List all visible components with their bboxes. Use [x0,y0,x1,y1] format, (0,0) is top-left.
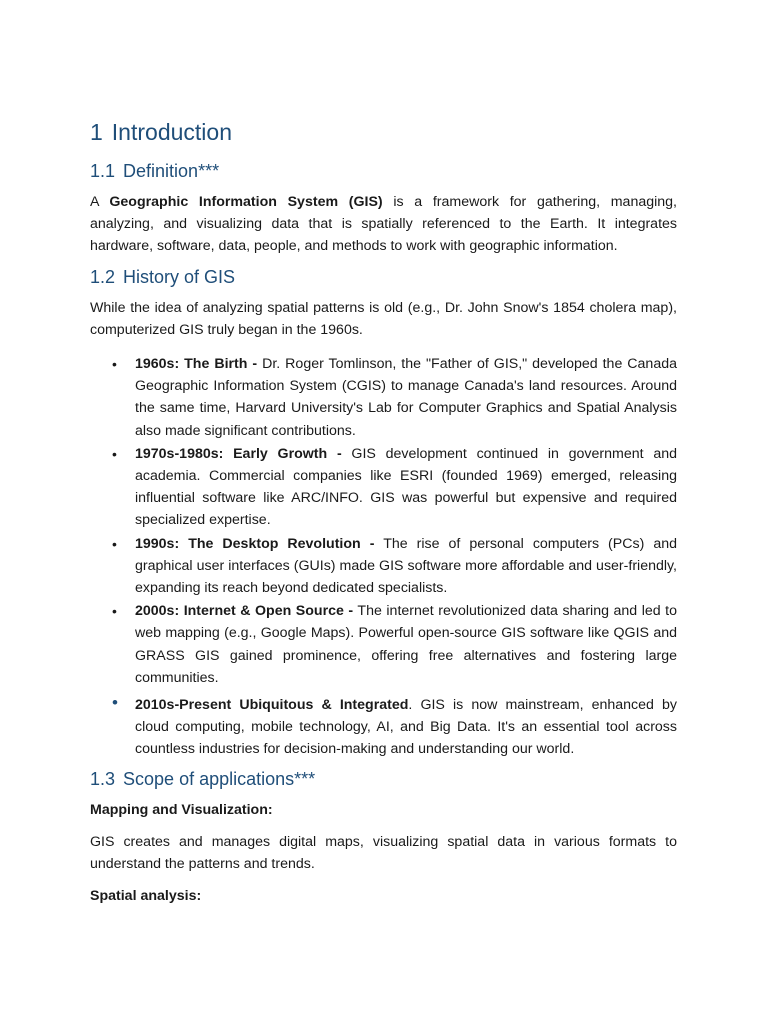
heading-introduction: 1 Introduction [90,119,232,145]
subheading-spatial-analysis: Spatial analysis: [90,887,202,904]
mapping-paragraph: GIS creates and manages digital maps, visualizing spatial data in various formats to understand the patterns and trends. [90,833,677,872]
bullet-icon: • [112,535,117,552]
subheading-mapping: Mapping and Visualization: [90,801,273,818]
history-list [90,353,677,761]
list-item: • 1970s-1980s: Early Growth - GIS development continued in government and academia. Commercial companies like ESRI (founded 1969) emerged, releasing influential software like ARC/INFO. GIS was powerful but expensive and required specialized expertise. [90,443,677,532]
list-item: • 2000s: Internet & Open Source - The internet revolutionized data sharing and led to web mapping (e.g., Google Maps). Powerful open-source GIS software like QGIS and GRASS GIS gained prominence, offering free alternatives and fostering large communities. [90,600,677,689]
list-item: • 1990s: The Desktop Revolution - The rise of personal computers (PCs) and graphical user interfaces (GUIs) made GIS software more affordable and user-friendly, expanding its reach beyond dedicated specialists. [90,533,677,600]
bullet-icon: • [112,603,117,620]
list-item: • 2010s-Present Ubiquitous & Integrated. GIS is now mainstream, enhanced by cloud computing, mobile technology, AI, and Big Data. It's an essential tool across countless industries for decision-making and understanding our world. [112,693,678,758]
definition-paragraph: A Geographic Information System (GIS) is a framework for gathering, managing, analyzing, and visualizing data that is spatially referenced to the Earth. It integrates hardware, software, data, people, and methods to work with geographic information. [90,194,677,254]
heading-definition: 1.1 Definition*** [90,161,220,181]
history-intro: While the idea of analyzing spatial patterns is old (e.g., Dr. John Snow's 1854 cholera map), computerized GIS truly began in the 1960s. [90,300,677,338]
heading-history: 1.2 History of GIS [90,267,236,287]
list-item: • 1960s: The Birth - Dr. Roger Tomlinson, the "Father of GIS," developed the Canada Geographic Information System (CGIS) to manage Canada's land resources. Around the same time, Harvard University's Lab for Computer Graphics and Spatial Analysis also made significant contributions. [90,353,677,442]
bullet-icon: • [112,445,117,462]
bullet-icon: • [112,693,118,713]
bullet-icon: • [112,356,117,372]
heading-scope: 1.3 Scope of applications*** [90,768,316,789]
